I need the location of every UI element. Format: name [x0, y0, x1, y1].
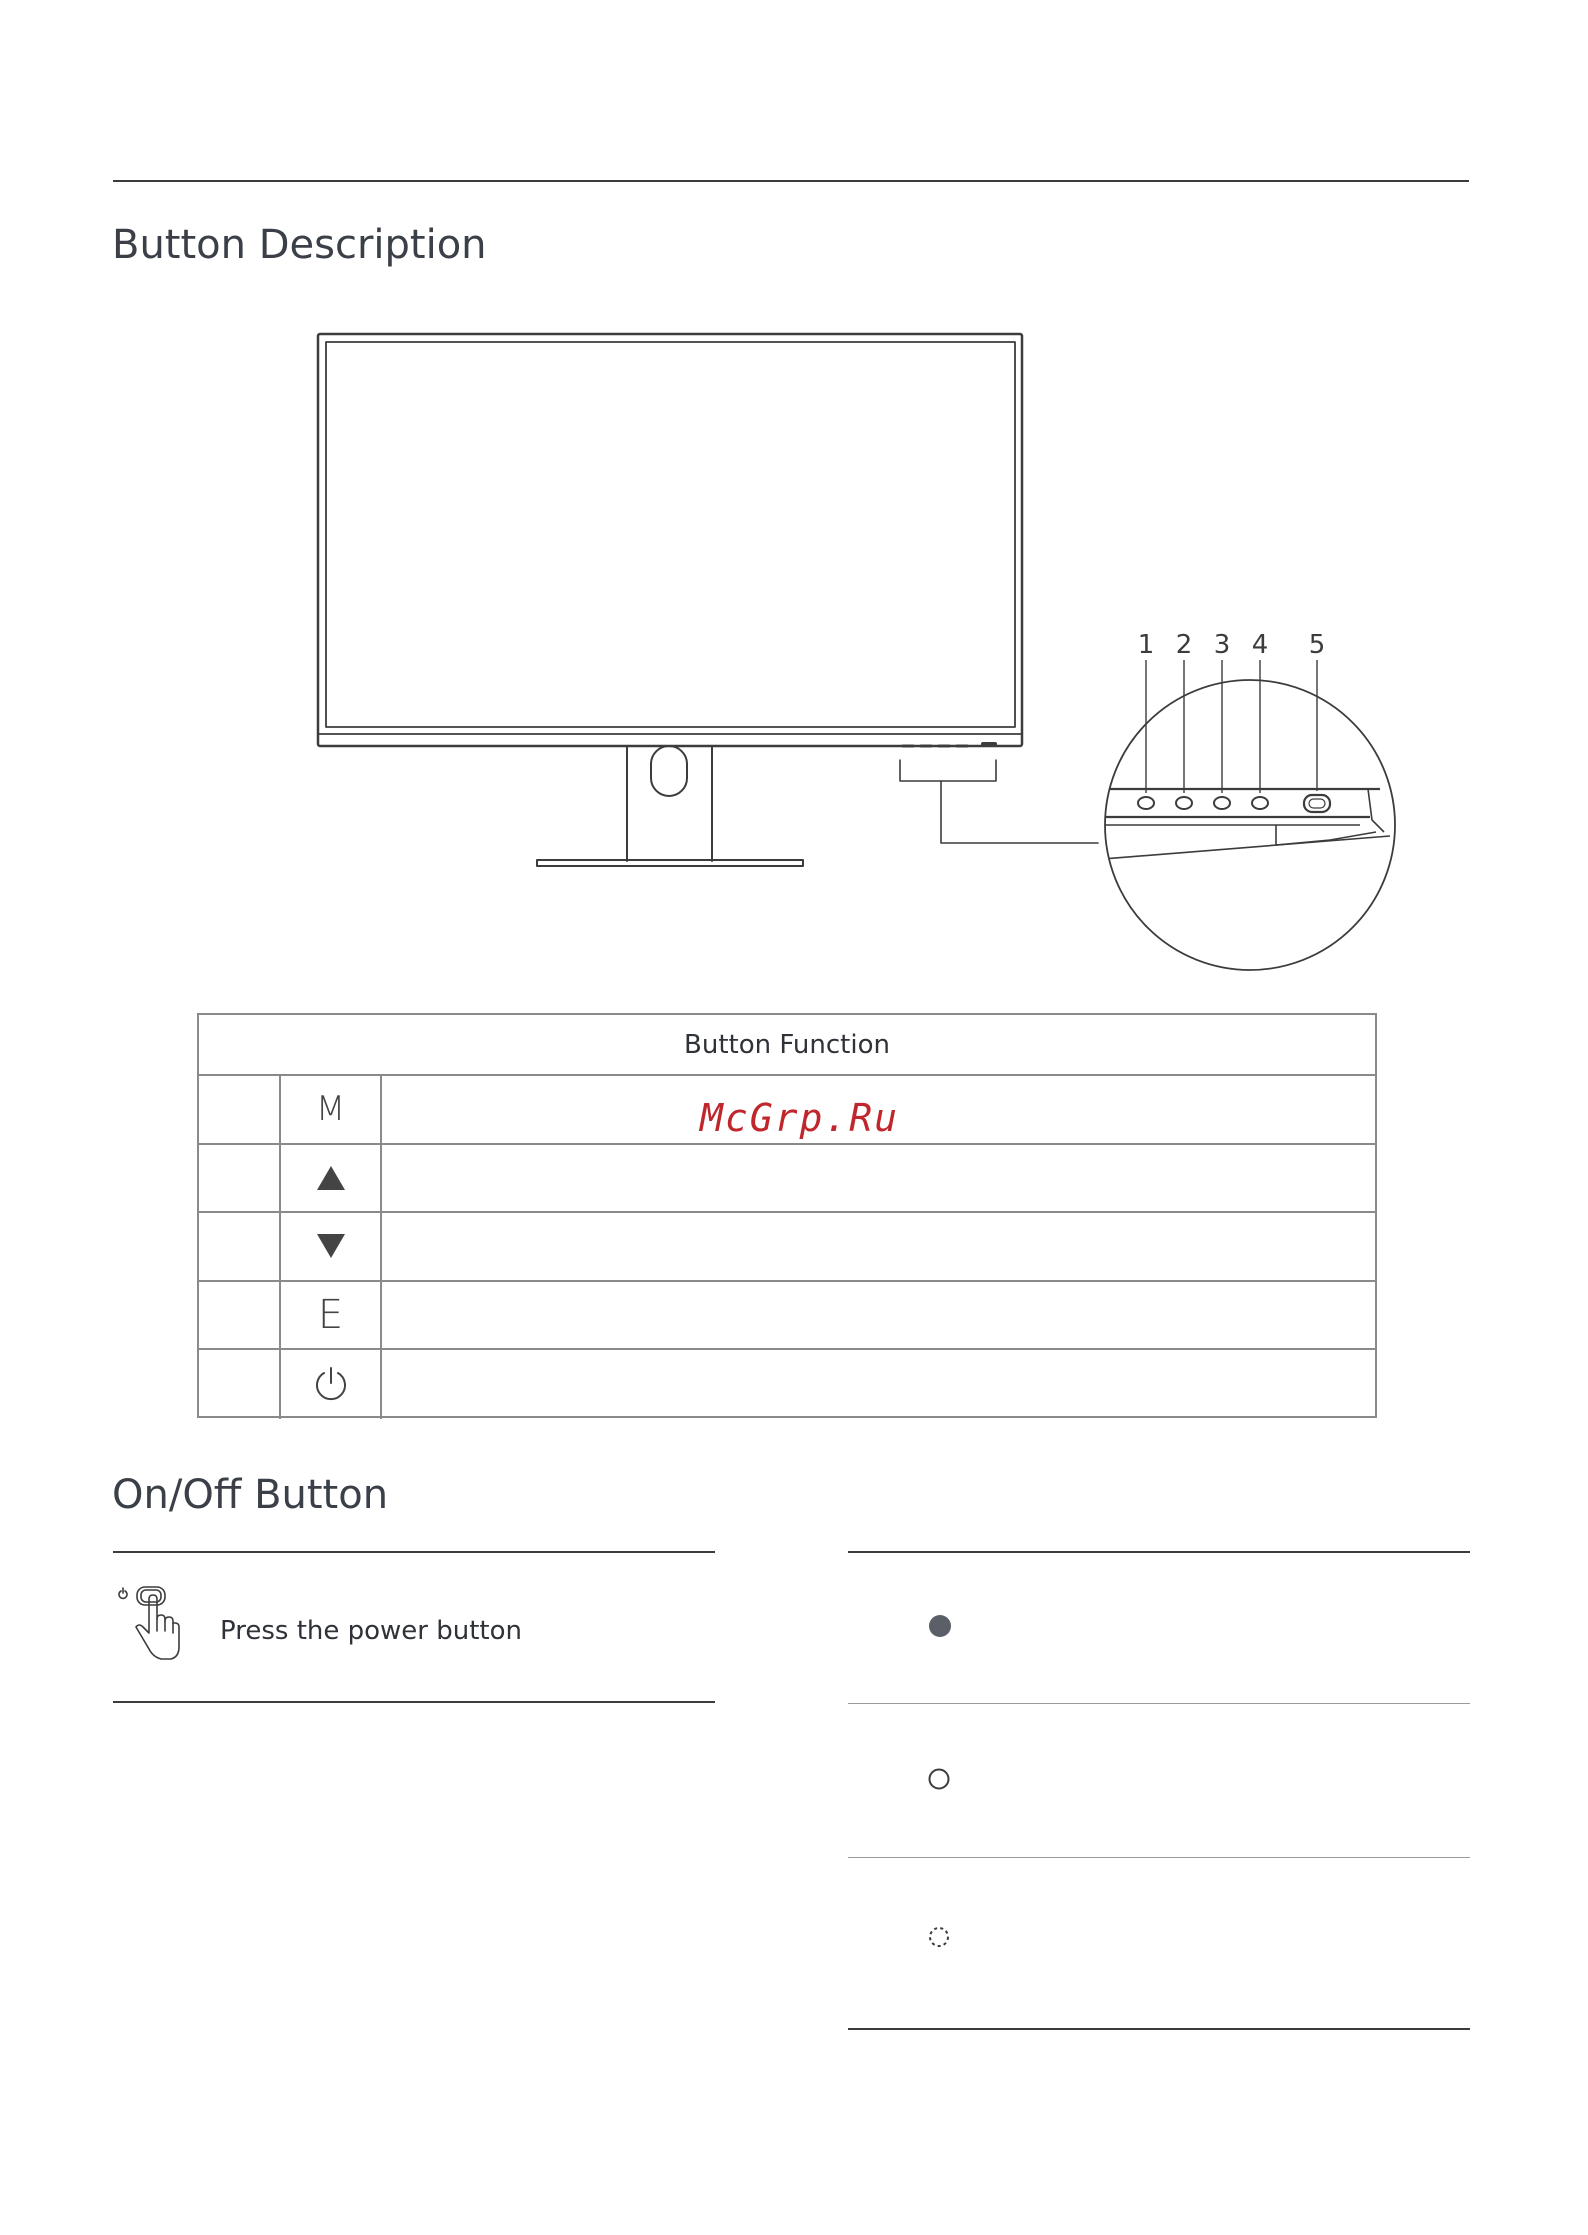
- solid-dot-icon: [928, 1614, 952, 1638]
- callout-2: 2: [1175, 630, 1193, 660]
- section-title-onoff: On/Off Button: [112, 1472, 389, 1518]
- callout-4: 4: [1251, 630, 1269, 660]
- menu-letter-icon: M: [315, 1089, 346, 1130]
- table-row: [199, 1213, 1375, 1282]
- power-icon: [312, 1365, 350, 1403]
- right-divider-2: [848, 1857, 1470, 1858]
- blinking-dot-icon: [927, 1925, 951, 1949]
- callout-3: 3: [1213, 630, 1231, 660]
- press-power-icon: [115, 1585, 190, 1670]
- right-bottom-rule: [848, 2028, 1470, 2030]
- callout-5: 5: [1308, 630, 1326, 660]
- right-top-rule: [848, 1551, 1470, 1553]
- up-triangle-icon: [316, 1164, 346, 1192]
- table-row: [199, 1145, 1375, 1214]
- button-function-table: [197, 1013, 1377, 1418]
- down-triangle-icon: [316, 1232, 346, 1260]
- left-bottom-rule: [113, 1701, 715, 1703]
- button-zoom-detail: [0, 0, 1588, 980]
- callout-1: 1: [1137, 630, 1155, 660]
- watermark: McGrp.Ru: [700, 1096, 900, 1140]
- left-top-rule: [113, 1551, 715, 1553]
- hollow-dot-icon: [927, 1767, 951, 1791]
- table-row: [199, 1350, 1375, 1419]
- table-header: Button Function: [199, 1015, 1375, 1076]
- exit-letter-icon: E: [317, 1291, 344, 1338]
- right-divider-1: [848, 1703, 1470, 1704]
- section-title-button-description: Button Description: [112, 222, 487, 268]
- table-row: [199, 1282, 1375, 1351]
- press-power-instruction: Press the power button: [220, 1616, 523, 1646]
